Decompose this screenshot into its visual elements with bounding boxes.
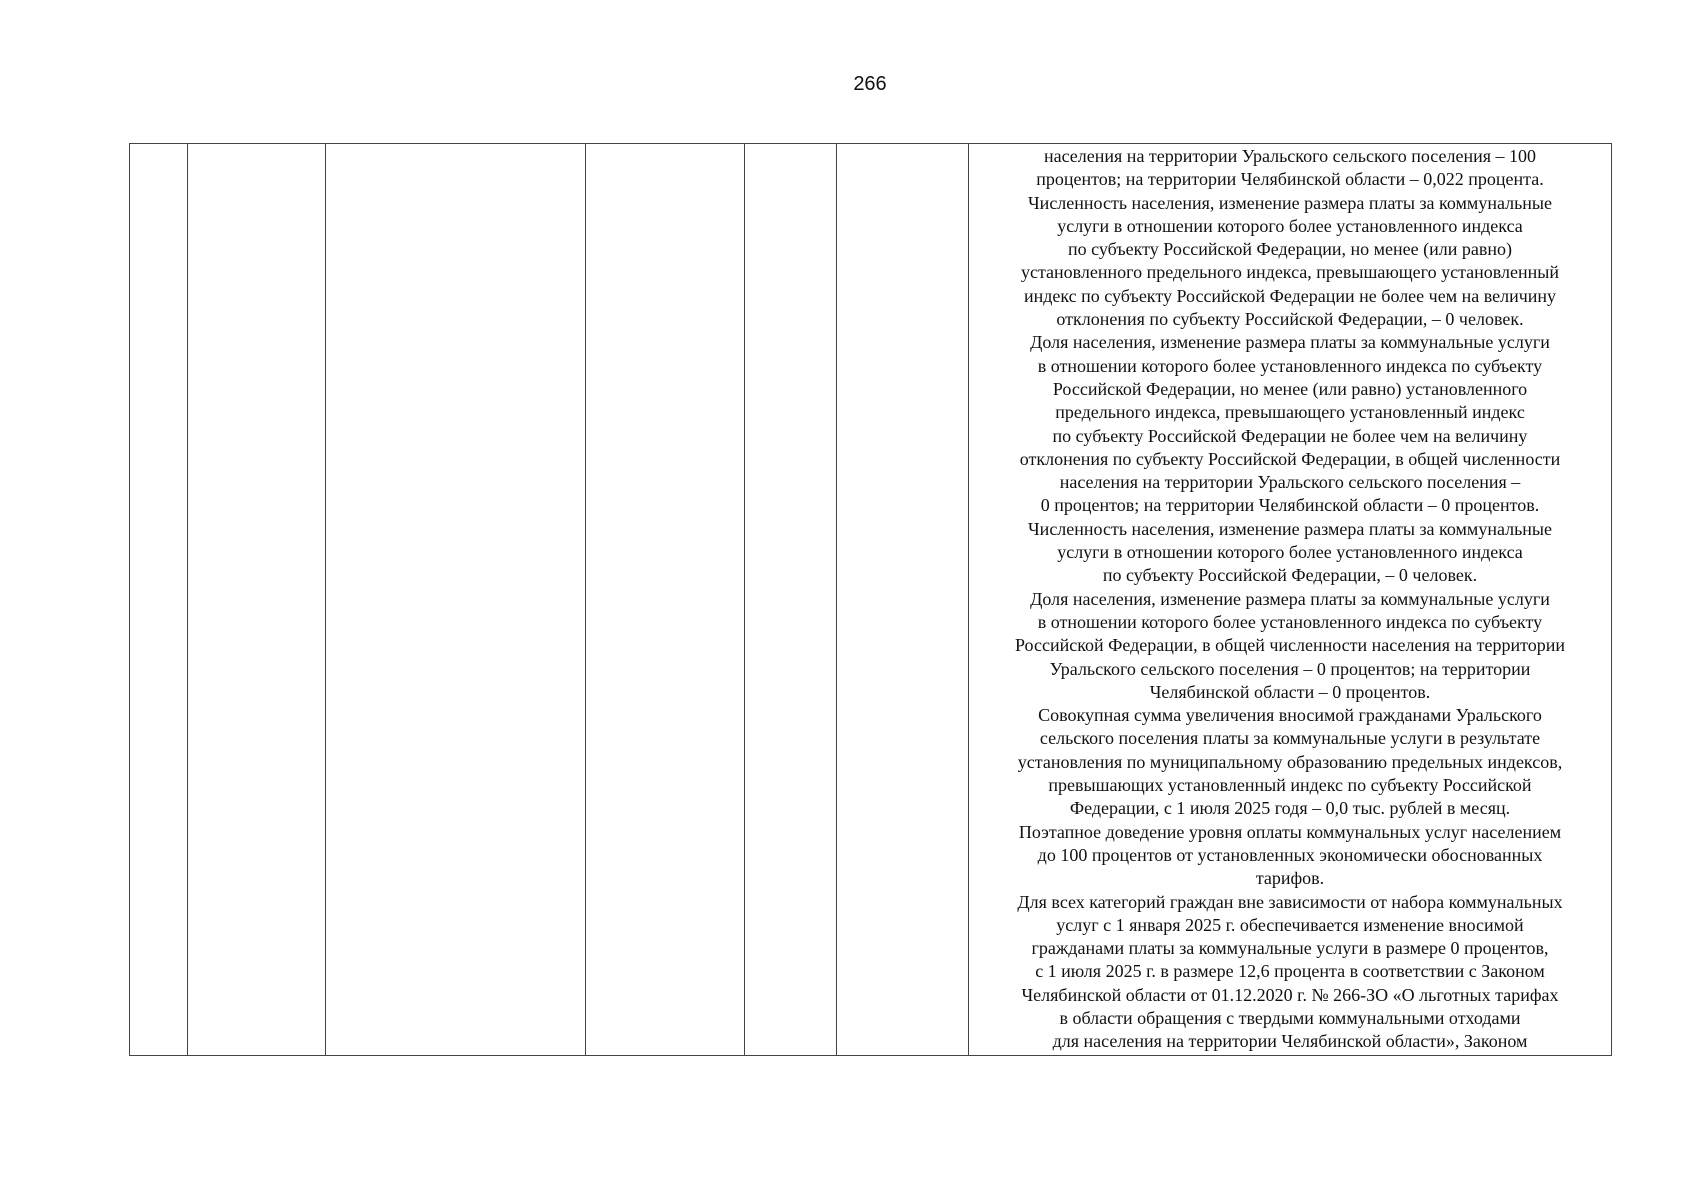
- text-line: Численность населения, изменение размера платы за коммунальные: [1027, 518, 1553, 539]
- text-line: Доля населения, изменение размера платы за коммунальные услуги: [1030, 588, 1550, 609]
- text-line: услуги в отношении которого более установленного индекса: [1057, 542, 1523, 563]
- text-line: установления по муниципальному образованию предельных индексов,: [1017, 751, 1563, 772]
- text-line: Численность населения, изменение размера платы за коммунальные: [1027, 192, 1553, 213]
- text-line: Федерации, с 1 июля 2025 годя – 0,0 тыс. рублей в месяц.: [1069, 798, 1511, 819]
- text-line: Для всех категорий граждан вне зависимости от набора коммунальных: [1017, 891, 1563, 912]
- document-table: [129, 143, 1612, 1056]
- table-cell-empty-2: [188, 144, 326, 1056]
- text-line: сельского поселения платы за коммунальные услуги в результате: [1039, 728, 1541, 749]
- text-line: отклонения по субъекту Российской Федерации, – 0 человек.: [1056, 309, 1524, 330]
- text-line: населения на территории Уральского сельского поселения –: [1059, 472, 1521, 493]
- text-line: в области обращения с твердыми коммунальными отходами: [1059, 1007, 1521, 1028]
- text-line: 0 процентов; на территории Челябинской области – 0 процентов.: [1040, 495, 1540, 516]
- text-line: до 100 процентов от установленных экономически обоснованных: [1037, 844, 1543, 865]
- text-line: по субъекту Российской Федерации, – 0 человек.: [1102, 565, 1478, 586]
- text-line: по субъекту Российской Федерации не более чем на величину: [1052, 425, 1528, 446]
- text-line: процентов; на территории Челябинской области – 0,022 процента.: [1036, 169, 1544, 190]
- text-line: в отношении которого более установленного индекса по субъекту: [1037, 355, 1543, 376]
- text-line: установленного предельного индекса, превышающего установленный: [1020, 262, 1560, 283]
- text-line: услуги в отношении которого более установленного индекса: [1057, 215, 1523, 236]
- text-line: по субъекту Российской Федерации, но менее (или равно): [1068, 239, 1512, 260]
- text-line: Российской Федерации, но менее (или равно) установленного: [1052, 378, 1528, 399]
- text-line: предельного индекса, превышающего установленный индекс: [1055, 402, 1525, 423]
- table-cell-empty-3: [326, 144, 586, 1056]
- text-line: отклонения по субъекту Российской Федерации, в общей численности: [1019, 448, 1561, 469]
- table-cell-empty-1: [130, 144, 188, 1056]
- text-line: Челябинской области – 0 процентов.: [1149, 681, 1431, 702]
- table-row: [130, 144, 1612, 1056]
- text-line: услуг с 1 января 2025 г. обеспечивается изменение вносимой: [1056, 914, 1524, 935]
- text-line: превышающих установленный индекс по субъекту Российской: [1048, 775, 1532, 796]
- text-line: гражданами платы за коммунальные услуги в размере 0 процентов,: [1031, 938, 1549, 959]
- table-cell-empty-4: [586, 144, 745, 1056]
- text-line: для населения на территории Челябинской области», Законом: [1052, 1031, 1528, 1052]
- table-cell-description: [969, 144, 1612, 1056]
- table-cell-empty-6: [837, 144, 969, 1056]
- text-line: населения на территории Уральского сельского поселения – 100: [1043, 146, 1537, 166]
- text-line: Совокупная сумма увеличения вносимой гражданами Уральского: [1038, 705, 1542, 726]
- text-line: Доля населения, изменение размера платы за коммунальные услуги: [1030, 332, 1550, 353]
- text-line: Уральского сельского поселения – 0 процентов; на территории: [1049, 658, 1531, 679]
- text-line: индекс по субъекту Российской Федерации не более чем на величину: [1023, 285, 1557, 306]
- text-line: Поэтапное доведение уровня оплаты коммунальных услуг населением: [1018, 821, 1562, 842]
- table-cell-empty-5: [745, 144, 837, 1056]
- text-line: Российской Федерации, в общей численности населения на территории: [1014, 635, 1566, 656]
- text-line: в отношении которого более установленного индекса по субъекту: [1037, 611, 1543, 632]
- text-line: Челябинской области от 01.12.2020 г. № 266-ЗО «О льготных тарифах: [1021, 984, 1559, 1005]
- text-line: тарифов.: [1255, 868, 1325, 889]
- page-number: 266: [853, 73, 887, 95]
- text-line: с 1 июля 2025 г. в размере 12,6 процента в соответствии с Законом: [1035, 961, 1545, 982]
